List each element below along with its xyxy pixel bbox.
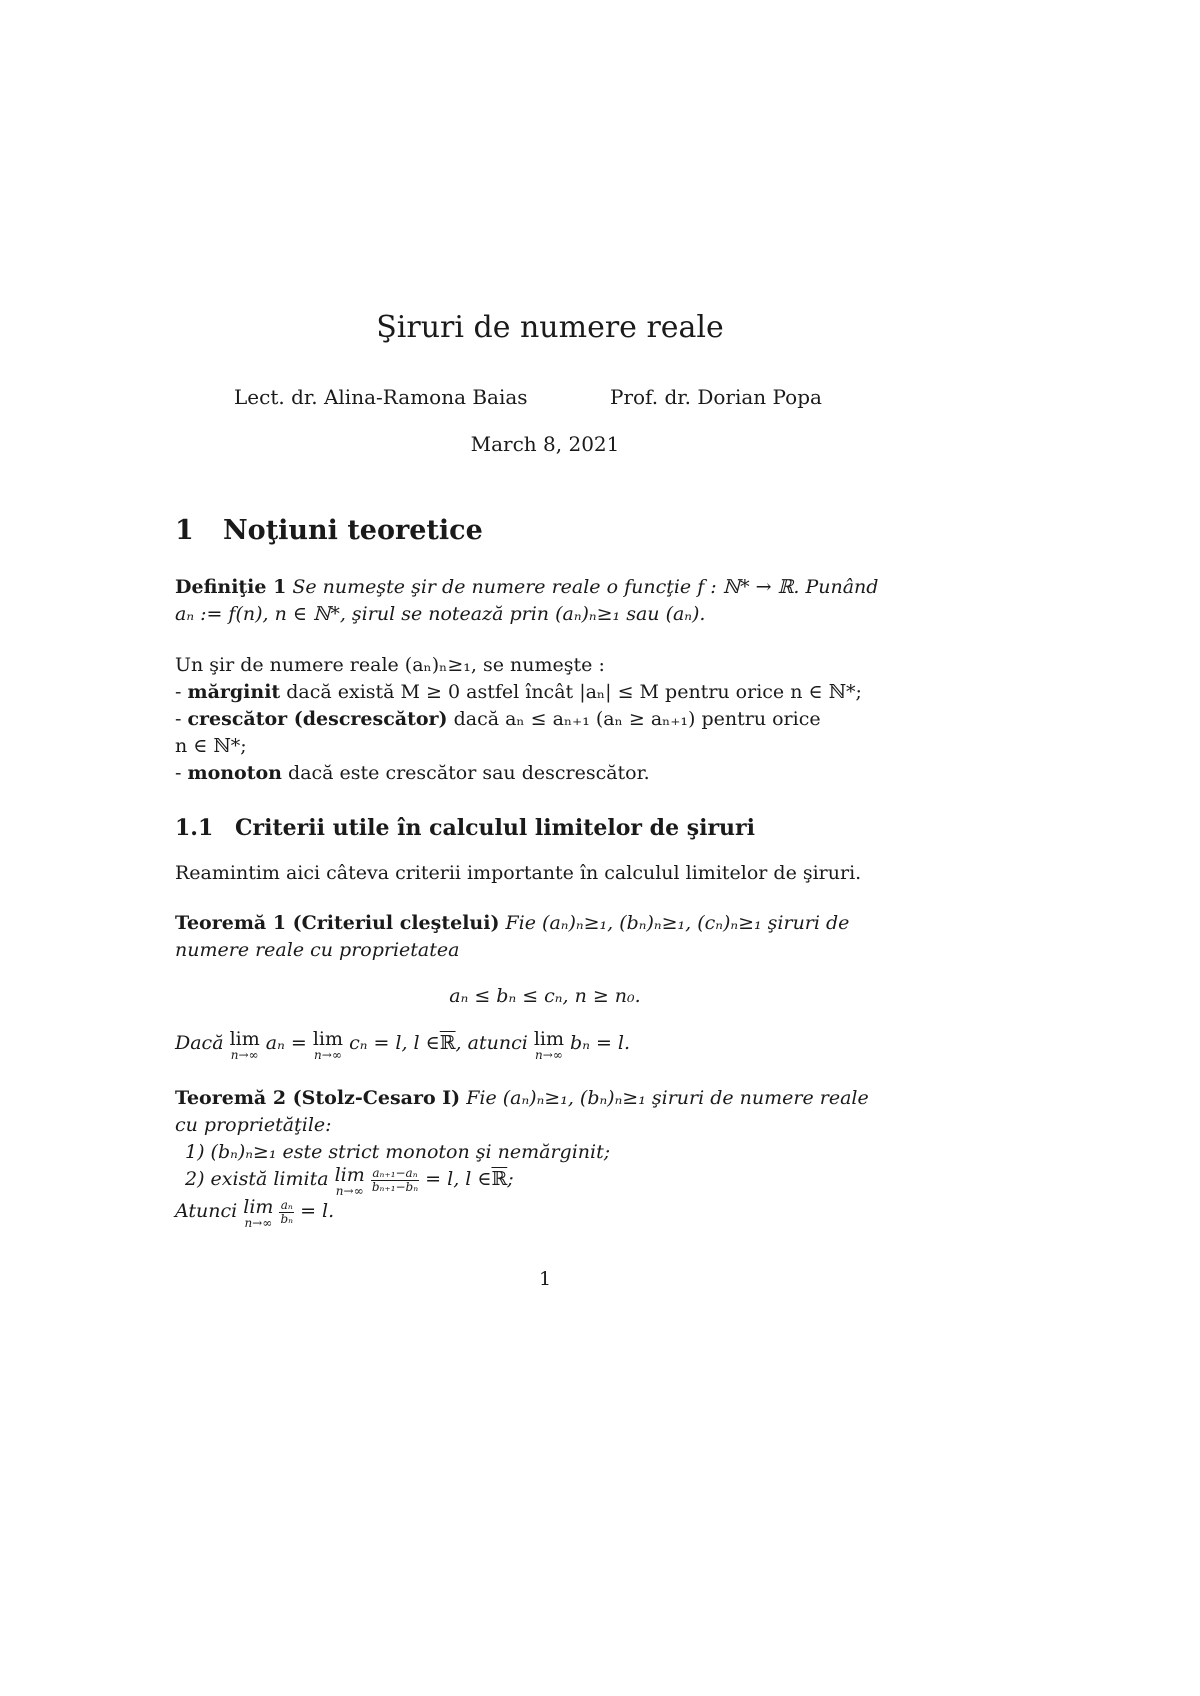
term-monotone: monoton — [187, 762, 282, 784]
theorem-2-line-1: Fie (aₙ)ₙ≥₁, (bₙ)ₙ≥₁ şiruri de numere reale — [466, 1087, 869, 1109]
subsection-number: 1.1 — [175, 815, 214, 841]
theorem-2-line-2: cu proprietăţile: — [175, 1114, 332, 1136]
item-2-text: 2) există limita — [185, 1168, 329, 1190]
subsection-title: Criterii utile în calculul limitelor de şiruri — [235, 815, 755, 841]
lim-word: lim — [312, 1028, 344, 1050]
lim-word: lim — [229, 1028, 260, 1050]
theorem-1-conclusion — [175, 1030, 905, 1062]
definition-1 — [175, 574, 905, 628]
theorem-1-label: Teoremă 1 (Criteriul cleştelui) — [175, 912, 500, 934]
author-1: Lect. dr. Alina-Ramona Baias — [234, 385, 528, 409]
increasing-def: dacă aₙ ≤ aₙ₊₁ (aₙ ≥ aₙ₊₁) pentru orice — [453, 708, 821, 730]
limit-operator — [313, 1030, 343, 1062]
definition-label: Definiţie 1 — [175, 576, 287, 598]
fraction-numerator: aₙ — [280, 1197, 293, 1212]
theorem-2-item-2 — [175, 1164, 514, 1198]
limit-operator — [534, 1030, 564, 1062]
theorem-2 — [175, 1085, 905, 1230]
extended-reals-symbol: ℝ — [439, 1032, 456, 1054]
conclusion-b: bₙ = l. — [570, 1032, 631, 1054]
lim-word: lim — [334, 1164, 365, 1186]
fraction — [279, 1199, 294, 1226]
limit-operator — [243, 1198, 273, 1230]
term-bounded: mărginit — [187, 681, 281, 703]
definition-line-1: Se numeşte şir de numere reale o funcţie f : ℕ* → ℝ. Punând — [292, 576, 879, 598]
properties-intro: Un şir de numere reale (aₙ)ₙ≥₁, se numeşte : — [175, 654, 605, 676]
theorem-2-label: Teoremă 2 (Stolz-Cesaro I) — [175, 1087, 461, 1109]
recall-paragraph: Reamintim aici câteva criterii importante în calculul limitelor de şiruri. — [175, 862, 862, 884]
definition-line-2: aₙ := f(n), n ∈ ℕ*, şirul se notează prin (aₙ)ₙ≥₁ sau (aₙ). — [175, 603, 706, 625]
theorem-1-line-2: numere reale cu proprietatea — [175, 939, 460, 961]
item-2-equals: = l, l ∈ — [425, 1168, 492, 1190]
properties-block: Un şir de numere reale (aₙ)ₙ≥₁, se numeşte : - mărginit dacă există M ≥ 0 astfel încât |aₙ| ≤ M pentru orice n ∈ ℕ*; - crescător (descrescător) dacă aₙ ≤ aₙ₊₁ (aₙ ≥ aₙ₊₁) pentru orice n ∈ ℕ*; - monoton dacă este crescător sau descrescător. — [175, 654, 862, 784]
fraction-denominator: bₙ₊₁−bₙ — [371, 1179, 419, 1194]
section-title: Noţiuni teoretice — [223, 515, 483, 546]
lim-subscript: n→∞ — [535, 1048, 563, 1062]
date: March 8, 2021 — [470, 432, 620, 456]
lim-word: lim — [243, 1196, 274, 1218]
monotone-def: dacă este crescător sau descrescător. — [288, 762, 650, 784]
theorem-2-item-1: 1) (bₙ)ₙ≥₁ este strict monoton şi nemărginit; — [185, 1141, 611, 1163]
fraction-numerator: aₙ₊₁−aₙ — [372, 1165, 418, 1180]
limit-operator — [230, 1030, 260, 1062]
lim-subscript: n→∞ — [335, 1184, 364, 1198]
subsection-heading — [175, 815, 755, 841]
conclusion-then: , atunci — [455, 1032, 528, 1054]
page-number: 1 — [538, 1268, 552, 1290]
theorem-2-conclusion — [175, 1196, 335, 1230]
lim-subscript: n→∞ — [230, 1048, 259, 1062]
conclusion-word: Dacă — [175, 1032, 224, 1054]
term-increasing: crescător (descrescător) — [187, 708, 448, 730]
conclusion-word: Atunci — [175, 1200, 238, 1222]
section-number: 1 — [175, 515, 194, 546]
lim-subscript: n→∞ — [244, 1216, 273, 1230]
theorem-1-display-formula: aₙ ≤ bₙ ≤ cₙ, n ≥ n₀. — [449, 985, 641, 1007]
limit-operator — [335, 1166, 365, 1198]
fraction-denominator: bₙ — [280, 1211, 294, 1226]
extended-reals-symbol: ℝ — [491, 1168, 508, 1190]
item-2-semicolon: ; — [507, 1168, 514, 1190]
lim-word: lim — [533, 1028, 564, 1050]
conclusion-c: cₙ = l, l ∈ — [349, 1032, 440, 1054]
theorem-1-line-1: Fie (aₙ)ₙ≥₁, (bₙ)ₙ≥₁, (cₙ)ₙ≥₁ şiruri de — [505, 912, 850, 934]
conclusion-equals: = l. — [300, 1200, 335, 1222]
conclusion-a: aₙ = — [265, 1032, 307, 1054]
author-2: Prof. dr. Dorian Popa — [610, 385, 822, 409]
page-title: Şiruri de numere reale — [376, 310, 724, 345]
lim-subscript: n→∞ — [314, 1048, 342, 1062]
fraction — [371, 1167, 419, 1194]
theorem-1 — [175, 910, 905, 964]
increasing-def-line-2: n ∈ ℕ*; — [175, 735, 247, 757]
section-heading — [175, 515, 483, 546]
bounded-def: dacă există M ≥ 0 astfel încât |aₙ| ≤ M pentru orice n ∈ ℕ*; — [286, 681, 862, 703]
